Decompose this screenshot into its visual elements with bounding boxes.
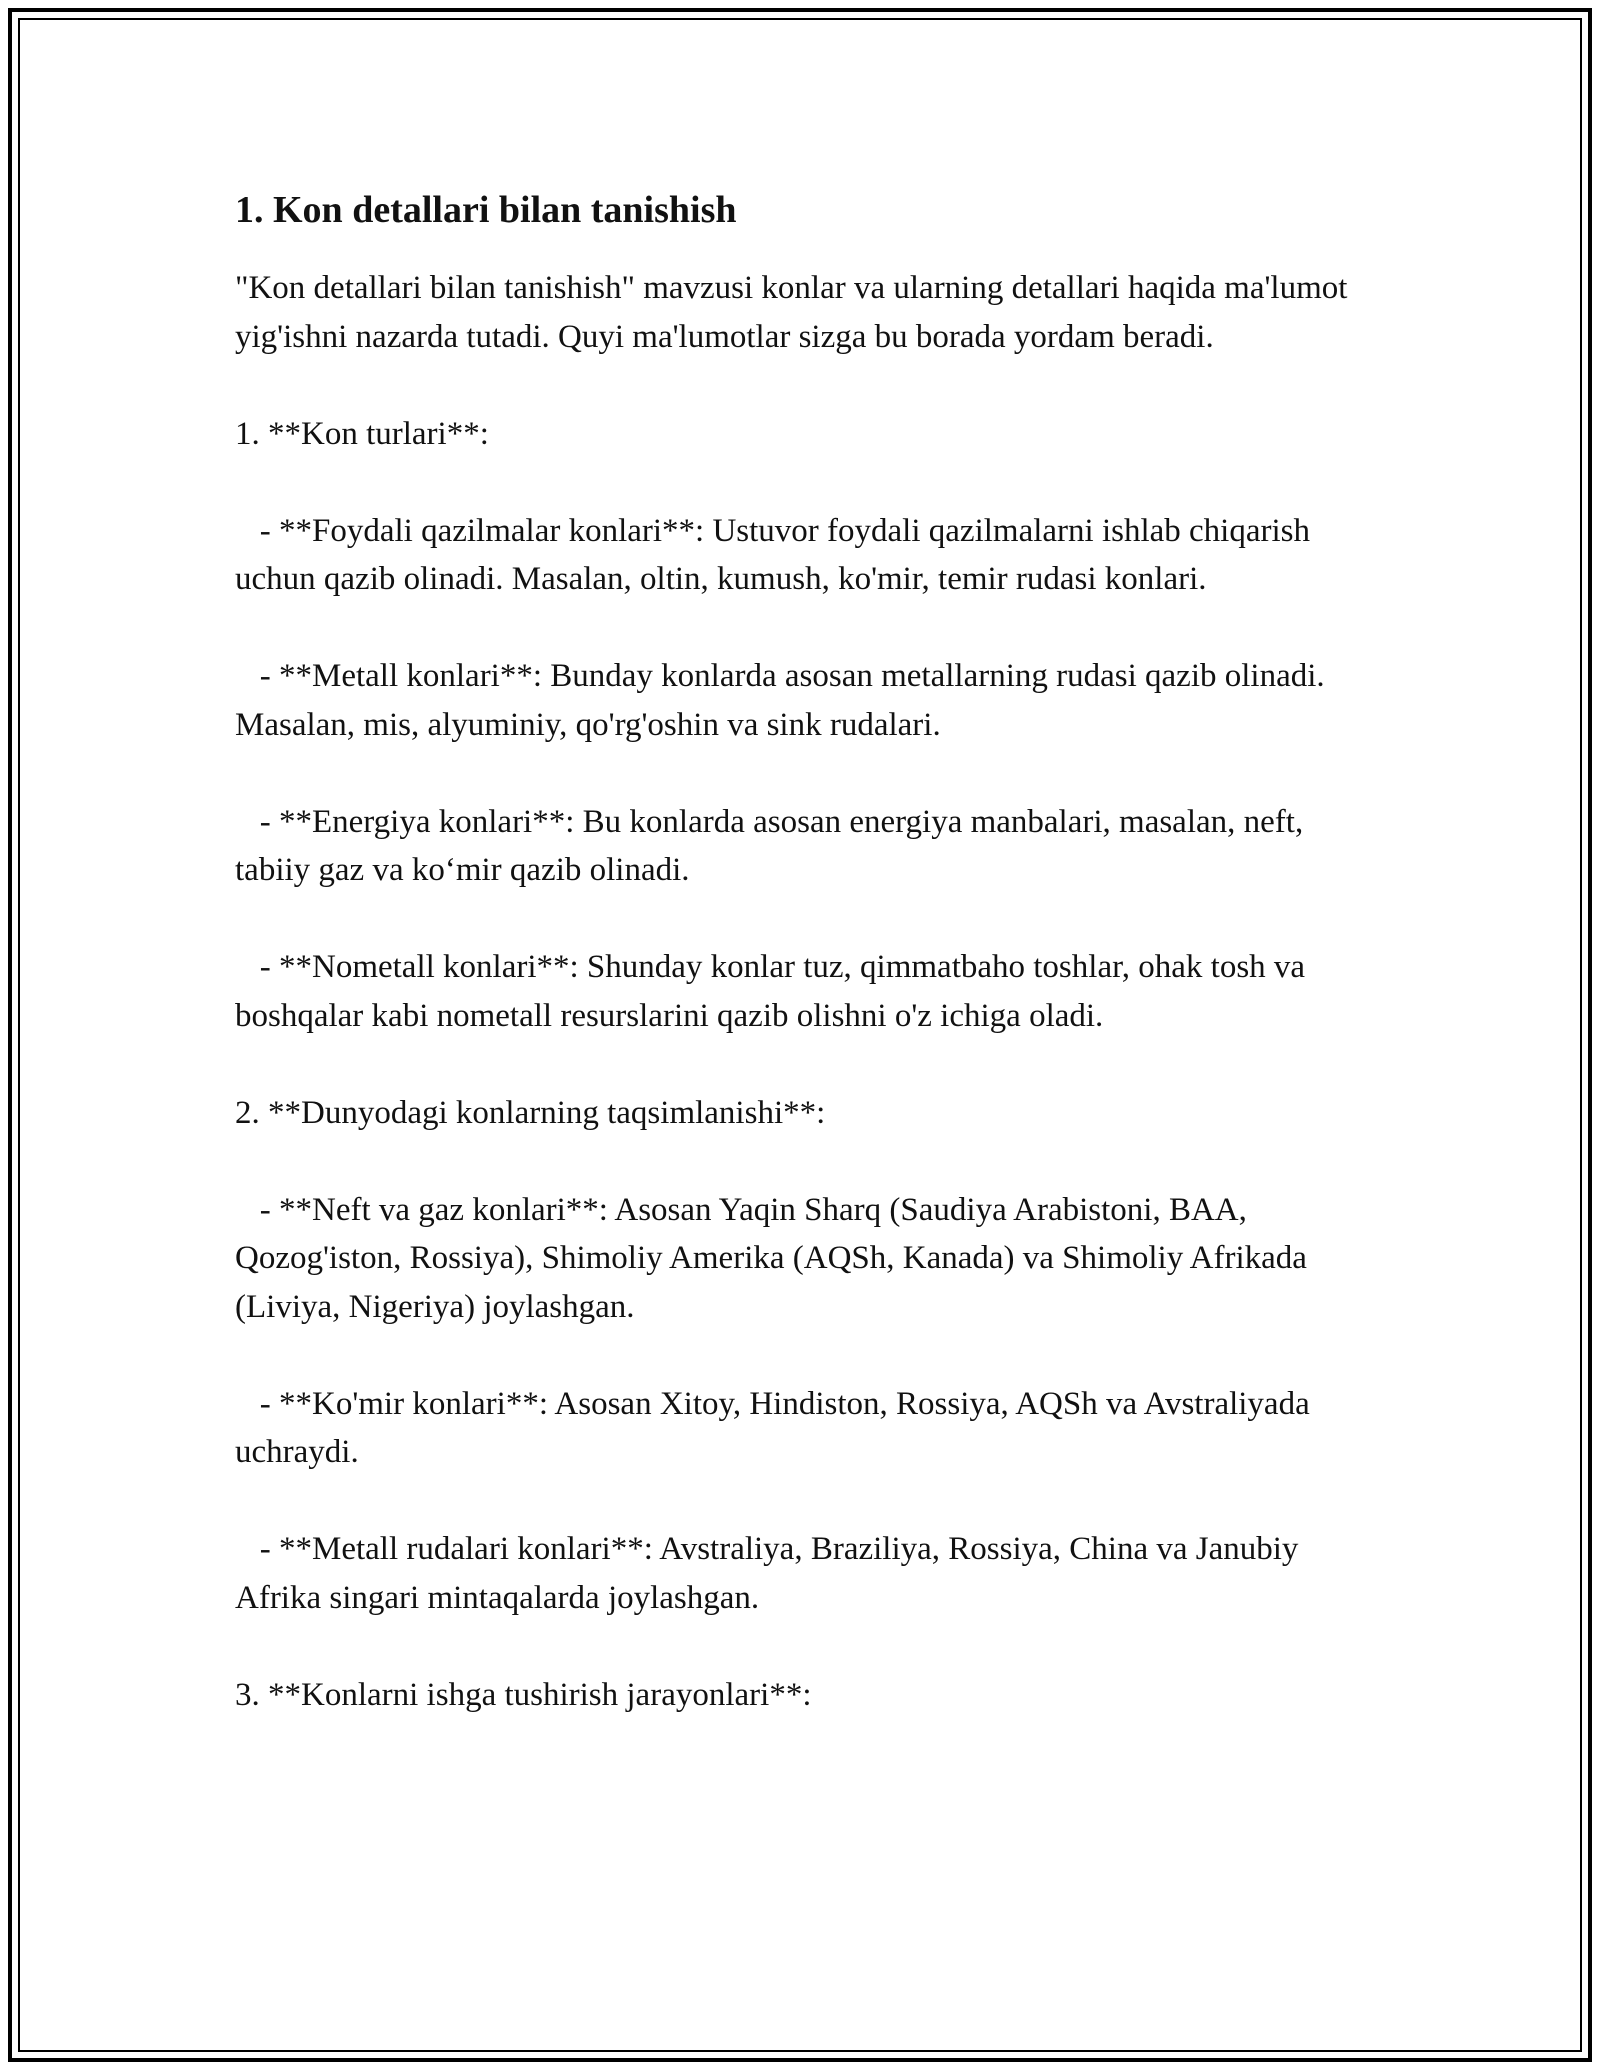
intro-paragraph: "Kon detallari bilan tanishish" mavzusi konlar va ularning detallari haqida ma'lumot yig'ishni nazarda tutadi. Quyi ma'lumotlar sizga bu borada yordam beradi. [235,270,1348,355]
section-3-heading: 3. **Konlarni ishga tushirish jarayonlari**: [235,1676,812,1713]
section-1-item: - **Foydali qazilmalar konlari**: Ustuvor foydali qazilmalarni ishlab chiqarish uchun qazib olinadi. Masalan, oltin, kumush, ko'mir, temir rudasi konlari. [235,512,1319,597]
section-2-item: - **Ko'mir konlari**: Asosan Xitoy, Hindiston, Rossiya, AQSh va Avstraliyada uchraydi. [235,1385,1318,1470]
section-1-item: - **Energiya konlari**: Bu konlarda asosan energiya manbalari, masalan, neft, tabiiy gaz va ko‘mir qazib olinadi. [235,803,1312,888]
document-body [235,186,1385,1719]
document-title: 1. Kon detallari bilan tanishish [235,189,737,231]
section-2-item: - **Metall rudalari konlari**: Avstraliya, Braziliya, Rossiya, China va Janubiy Afrika singari mintaqalarda joylashgan. [235,1531,1305,1616]
section-1-heading: 1. **Kon turlari**: [235,415,489,452]
section-1-item: - **Metall konlari**: Bunday konlarda asosan metallarning rudasi qazib olinadi. Masalan, mis, alyuminiy, qo'rg'oshin va sink rudalari. [235,658,1333,743]
section-1-item: - **Nometall konlari**: Shunday konlar tuz, qimmatbaho toshlar, ohak tosh va boshqalar kabi nometall resurslarini qazib olishni o'z ichiga oladi. [235,949,1314,1034]
section-2-heading: 2. **Dunyodagi konlarning taqsimlanishi**: [235,1094,826,1131]
section-2-item: - **Neft va gaz konlari**: Asosan Yaqin Sharq (Saudiya Arabistoni, BAA, Qozog'iston, Rossiya), Shimoliy Amerika (AQSh, Kanada) va Shimoliy Afrikada (Liviya, Nigeriya) joylashgan. [235,1191,1316,1325]
